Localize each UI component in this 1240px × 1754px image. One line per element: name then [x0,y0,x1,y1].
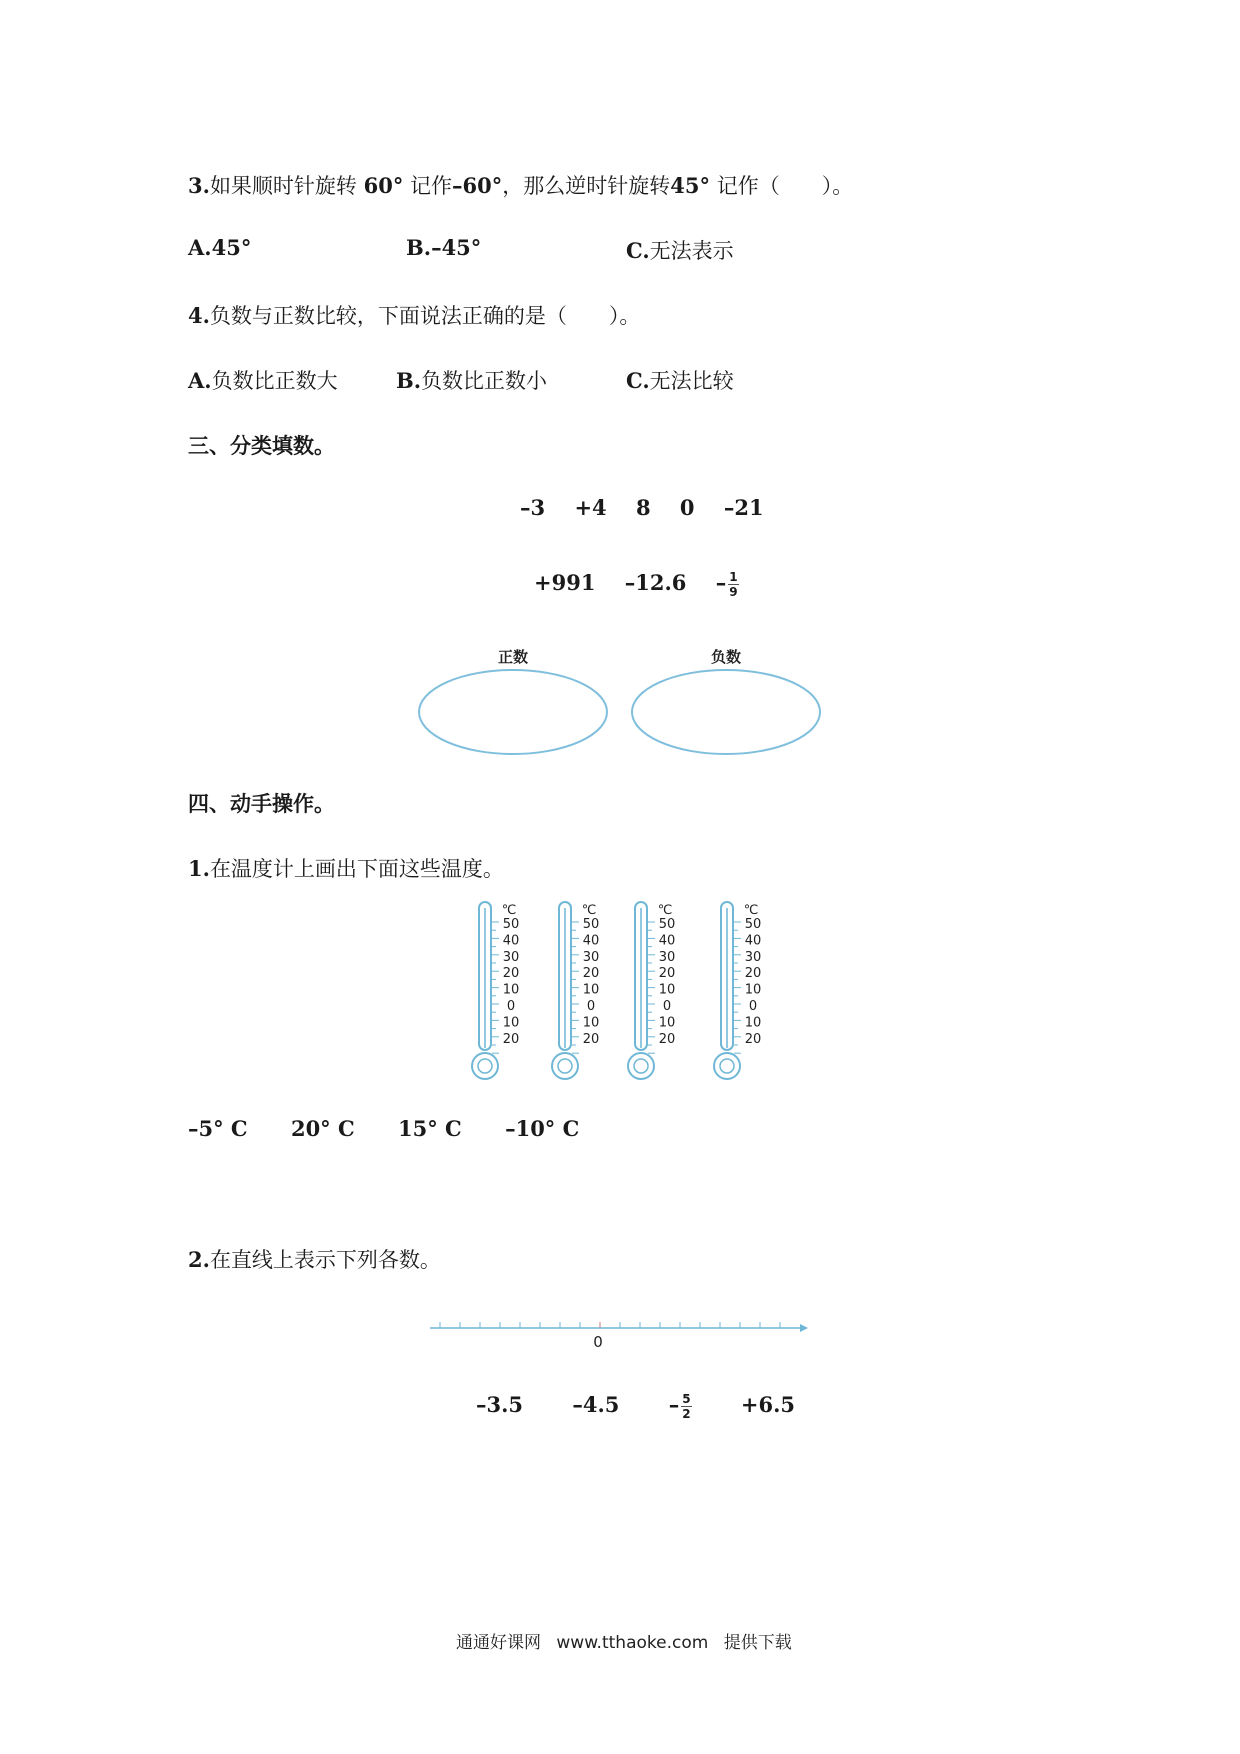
thermometer[interactable] [552,902,599,1079]
thermometer-bulb-inner [478,1059,492,1073]
number-item: –3 [520,495,546,520]
thermometer-bulb-inner [558,1059,572,1073]
number-row-1 [520,495,764,520]
temperature-item: –10° C [505,1116,580,1141]
q3-stem: 3.如果顺时针旋转 60° 记作–60°，那么逆时针旋转45° 记作（ ）。 [188,173,854,198]
axis-arrow [800,1324,808,1332]
q3-option-b[interactable]: B.–45° [406,235,482,260]
unit-label: ℃ [581,903,597,918]
thermometers [460,898,800,1098]
scale-label: 20 [744,966,762,982]
scale-label: 10 [744,1015,762,1031]
number-item: 8 [635,495,651,520]
section4-heading: 四、动手操作。 [188,791,335,816]
footer-suffix: 提供下载 [723,1633,792,1653]
temperature-item: 15° C [398,1116,462,1141]
temperature-item: –5° C [188,1116,248,1141]
scale-label: 50 [502,917,520,932]
unit-label: ℃ [657,903,673,918]
classification-sets-diagram [410,640,830,760]
number-item: – [668,1392,680,1417]
fraction-one-ninth: $\frac{1}{9}$ [729,570,738,599]
scale-label: 40 [502,933,520,949]
scale-label: 20 [658,966,676,982]
positive-set-label: 正数 [497,648,529,666]
q3-option-a[interactable]: A.45° [188,235,252,260]
scale-label: 20 [582,966,600,982]
q4-option-a[interactable]: A.负数比正数大 [188,368,338,393]
temperature-item: 20° C [290,1116,355,1141]
scale-label: 30 [658,949,676,965]
q4-option-b[interactable]: B.负数比正数小 [396,368,548,393]
unit-label: ℃ [743,903,759,918]
q3-option-c[interactable]: C.无法表示 [626,238,734,263]
number-item: –12.6 [624,570,687,595]
scale-label: 20 [582,1031,600,1047]
number-item: +4 [574,495,607,520]
footer [456,1628,792,1653]
scale-label: 0 [662,999,672,1014]
fraction-five-halves: $\frac{5}{2}$ [682,1392,691,1421]
scale-label: 10 [744,982,762,998]
number-item: 0 [679,495,695,520]
scale-label: 30 [502,949,520,965]
thermometer[interactable] [472,902,519,1079]
q4-option-c[interactable]: C.无法比较 [626,368,734,393]
number-item: –3.5 [476,1392,524,1417]
thermometer-bulb-inner [634,1059,648,1073]
scale-label: 10 [658,982,676,998]
scale-label: 50 [658,917,676,932]
positive-set-oval[interactable] [419,670,607,754]
negative-set-label: 负数 [710,648,742,666]
task2-text: 2.在直线上表示下列各数。 [188,1247,441,1272]
temperature-list [188,1116,579,1141]
scale-label: 30 [744,949,762,965]
number-row-2 [534,570,739,599]
scale-label: 40 [658,933,676,949]
section3-heading: 三、分类填数。 [188,433,335,458]
q4-stem: 4.负数与正数比较，下面说法正确的是（ ）。 [188,303,641,328]
origin-label: 0 [593,1333,603,1350]
scale-label: 0 [748,999,758,1014]
number-item: –21 [723,495,764,520]
scale-label: 40 [744,933,762,949]
scale-label: 10 [582,982,600,998]
scale-label: 10 [502,982,520,998]
thermometer-bulb-inner [720,1059,734,1073]
unit-label: ℃ [501,903,517,918]
footer-url[interactable]: www.tthaoke.com [556,1633,709,1653]
scale-label: 20 [658,1031,676,1047]
number-item: –4.5 [572,1392,620,1417]
number-line[interactable] [430,1310,810,1350]
scale-label: 10 [658,1015,676,1031]
number-line-values [476,1392,795,1421]
number-item: +6.5 [740,1392,796,1417]
thermometer[interactable] [628,902,675,1079]
task1-text: 1.在温度计上画出下面这些温度。 [188,856,504,881]
footer-site: 通通好课网 [456,1633,541,1653]
scale-label: 0 [506,999,516,1014]
number-item: – [715,570,727,595]
scale-label: 10 [582,1015,600,1031]
scale-label: 50 [744,917,762,932]
scale-label: 20 [744,1031,762,1047]
scale-label: 50 [582,917,600,932]
scale-label: 40 [582,933,600,949]
scale-label: 10 [502,1015,520,1031]
scale-label: 0 [586,999,596,1014]
scale-label: 20 [502,1031,520,1047]
number-item: +991 [534,570,596,595]
scale-label: 20 [502,966,520,982]
scale-label: 30 [582,949,600,965]
negative-set-oval[interactable] [632,670,820,754]
thermometer[interactable] [714,902,761,1079]
